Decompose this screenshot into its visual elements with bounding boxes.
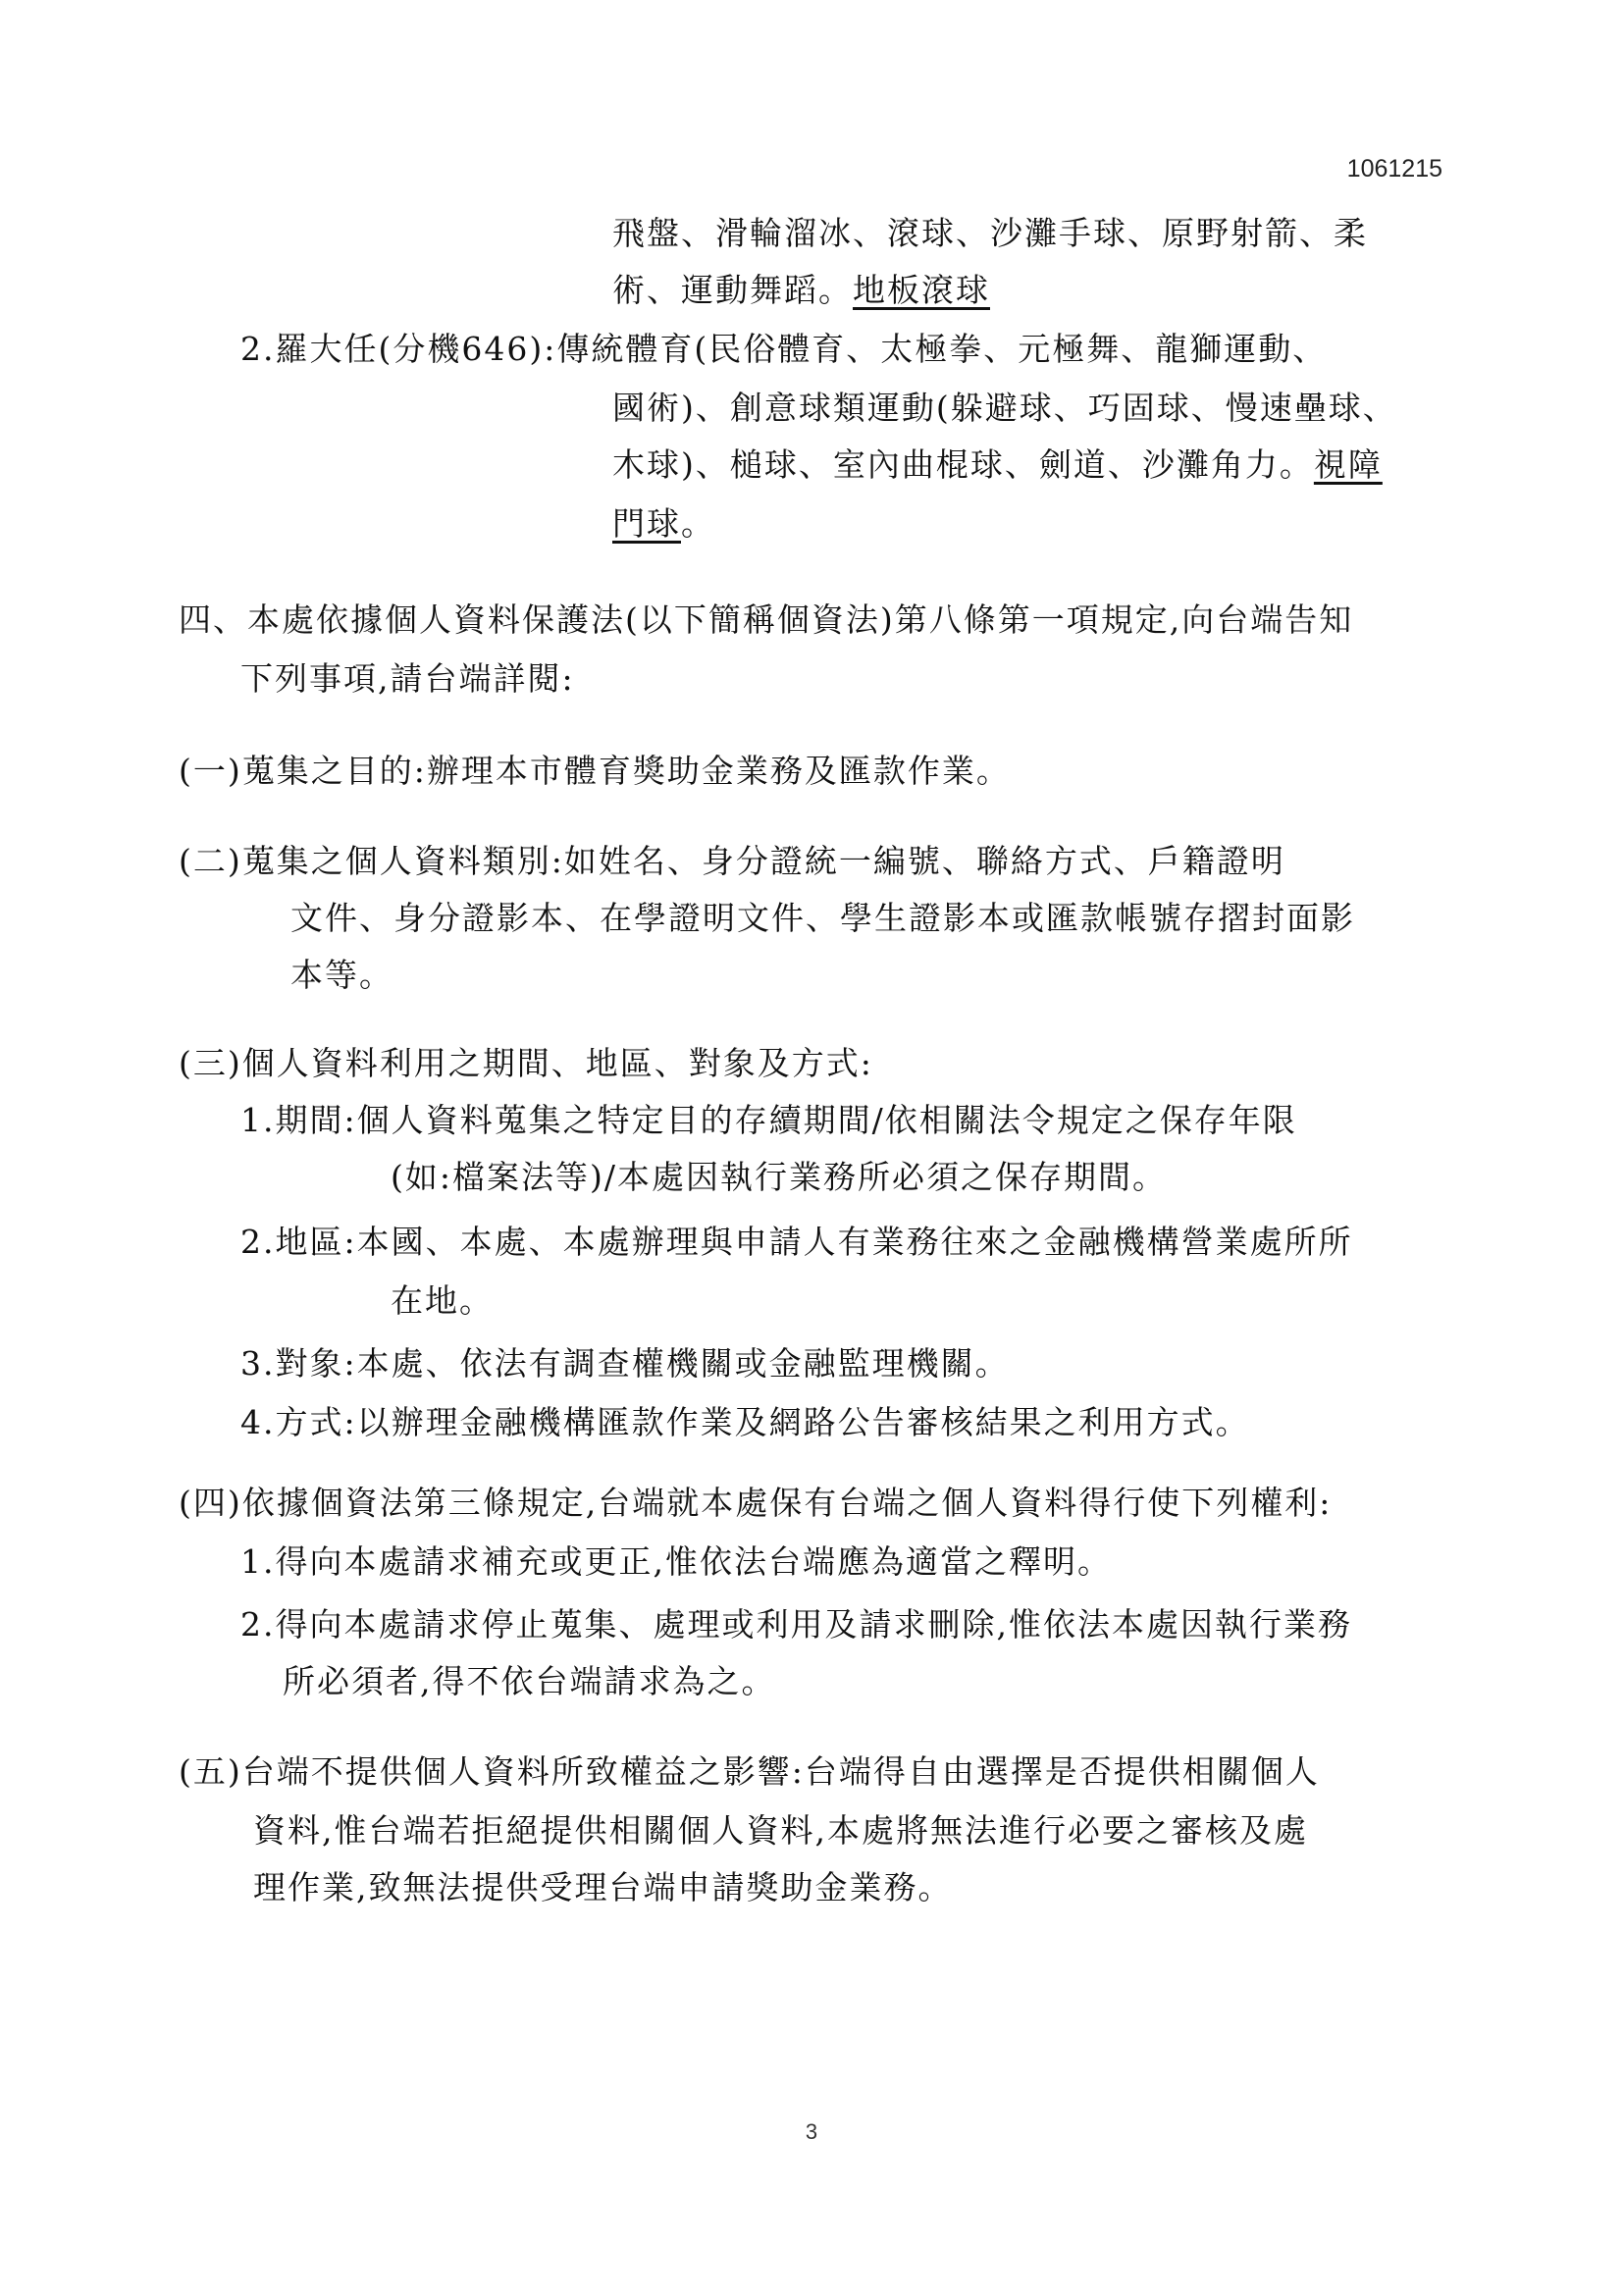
page-number: 3	[805, 2119, 818, 2144]
list-item-line: 2.得向本處請求停止蒐集、處理或利用及請求刪除,惟依法本處因執行業務	[240, 1605, 1352, 1644]
subsection-5: (五)台端不提供個人資料所致權益之影響:台端得自由選擇是否提供相關個人	[179, 1752, 1320, 1791]
subsection-1: (一)蒐集之目的:辦理本市體育獎助金業務及匯款作業。	[179, 752, 1011, 790]
paragraph-line: (如:檔案法等)/本處因執行業務所必須之保存期間。	[391, 1158, 1167, 1196]
list-item-line: 1.期間:個人資料蒐集之特定目的存續期間/依相關法令規定之保存年限	[240, 1101, 1297, 1139]
paragraph-line: 本等。	[290, 956, 393, 994]
subsection-4: (四)依據個資法第三條規定,台端就本處保有台端之個人資料得行使下列權利:	[179, 1484, 1333, 1522]
list-item-line: 國術)、創意球類運動(躲避球、巧固球、慢速壘球、	[612, 389, 1397, 427]
underlined-text: 門球	[612, 504, 681, 543]
paragraph-line: 下列事項,請台端詳閱:	[240, 659, 575, 698]
paragraph-line: 在地。	[391, 1281, 494, 1320]
paragraph-line: 文件、身分證影本、在學證明文件、學生證影本或匯款帳號存摺封面影	[290, 899, 1355, 937]
paragraph-line: 所必須者,得不依台端請求為之。	[283, 1662, 776, 1700]
list-item-line: 1.得向本處請求補充或更正,惟依法台端應為適當之釋明。	[240, 1542, 1112, 1581]
subsection-2: (二)蒐集之個人資料類別:如姓名、身分證統一編號、聯絡方式、戶籍證明	[179, 842, 1285, 880]
list-item-line: 2.地區:本國、本處、本處辦理與申請人有業務往來之金融機構營業處所所	[240, 1223, 1353, 1261]
subsection-3: (三)個人資料利用之期間、地區、對象及方式:	[179, 1044, 873, 1082]
list-item-line: 飛盤、滑輪溜冰、滾球、沙灘手球、原野射箭、柔	[612, 214, 1368, 252]
underlined-text: 地板滾球	[853, 271, 990, 309]
list-item-line: 3.對象:本處、依法有調查權機關或金融監理機關。	[240, 1344, 1010, 1383]
list-item-line: 4.方式:以辦理金融機構匯款作業及網路公告審核結果之利用方式。	[240, 1403, 1250, 1441]
paragraph-line: 理作業,致無法提供受理台端申請獎助金業務。	[253, 1868, 953, 1906]
list-item-line: 2.羅大任(分機646):傳統體育(民俗體育、太極拳、元極舞、龍獅運動、	[240, 330, 1328, 368]
list-item-line: 術、運動舞蹈。地板滾球	[612, 271, 990, 309]
section-heading-4: 四、本處依據個人資料保護法(以下簡稱個資法)第八條第一項規定,向台端告知	[179, 600, 1354, 639]
list-item-line: 門球。	[612, 504, 715, 543]
paragraph-line: 資料,惟台端若拒絕提供相關個人資料,本處將無法進行必要之審核及處	[253, 1811, 1308, 1850]
list-item-line: 木球)、槌球、室內曲棍球、劍道、沙灘角力。視障	[612, 445, 1383, 484]
underlined-text: 視障	[1313, 445, 1383, 484]
document-number: 1061215	[1346, 155, 1442, 183]
